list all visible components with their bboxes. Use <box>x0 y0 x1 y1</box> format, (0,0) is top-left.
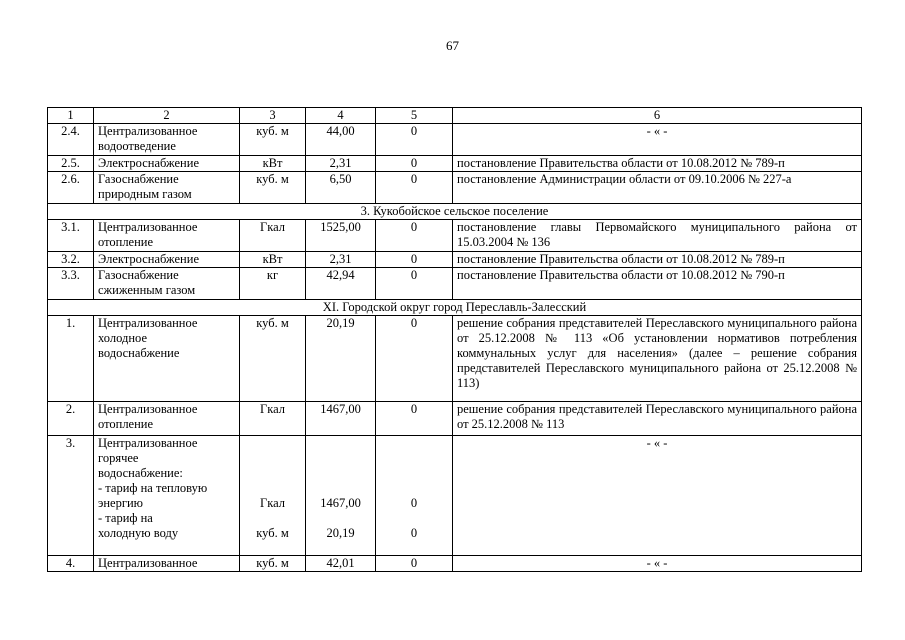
header-cell: 3 <box>240 108 306 124</box>
service-name <box>94 402 240 436</box>
service-name-line: Централизованное <box>98 124 198 138</box>
unit-cell: кг <box>240 268 306 300</box>
service-name <box>94 556 240 572</box>
value-cell: 42,01 <box>306 556 376 572</box>
zero-cell: 0 <box>376 220 453 252</box>
document-cell: - « - <box>453 436 862 556</box>
service-name-line: - тариф на <box>98 511 153 525</box>
value-cell: 44,00 <box>306 124 376 156</box>
service-name-line: сжиженным газом <box>98 283 196 297</box>
zero-cell: 0 <box>376 156 453 172</box>
document-cell: - « - <box>453 124 862 156</box>
section-row <box>48 204 862 220</box>
sub-zero: 0 <box>410 496 418 510</box>
unit-cell: куб. м <box>240 172 306 204</box>
table-row <box>48 402 862 436</box>
table-row <box>48 124 862 156</box>
unit-cell: куб. м <box>240 556 306 572</box>
row-number: 2.4. <box>48 124 94 156</box>
document-cell: постановление главы Первомайского муниципального района от 15.03.2004 № 136 <box>453 220 862 252</box>
unit-cell: куб. м <box>240 316 306 402</box>
unit-cell <box>240 436 306 556</box>
value-cell <box>306 436 376 556</box>
service-name-line: Централизованное <box>98 436 198 450</box>
service-name-line: Централизованное <box>98 316 198 330</box>
unit-cell: куб. м <box>240 124 306 156</box>
service-name-line: Газоснабжение <box>98 172 179 186</box>
zero-cell: 0 <box>376 252 453 268</box>
value-cell: 42,94 <box>306 268 376 300</box>
table-row <box>48 556 862 572</box>
header-cell: 1 <box>48 108 94 124</box>
document-cell: постановление Правительства области от 10.08.2012 № 789-п <box>453 252 862 268</box>
document-cell: постановление Правительства области от 10.08.2012 № 790-п <box>453 268 862 300</box>
table-header-row <box>48 108 862 124</box>
section-title: XI. Городской округ город Переславль-Залесский <box>48 300 862 316</box>
table-row <box>48 156 862 172</box>
sub-unit: Гкал <box>259 496 285 510</box>
row-number: 3. <box>48 436 94 556</box>
section-title: 3. Кукобойское сельское поселение <box>48 204 862 220</box>
row-number: 2.5. <box>48 156 94 172</box>
zero-cell: 0 <box>376 172 453 204</box>
service-name-line: отопление <box>98 235 154 249</box>
service-name-line: Электроснабжение <box>98 156 199 170</box>
value-cell: 1525,00 <box>306 220 376 252</box>
zero-cell: 0 <box>376 316 453 402</box>
service-name-line: Газоснабжение <box>98 268 179 282</box>
service-name-line: Электроснабжение <box>98 252 199 266</box>
unit-cell: кВт <box>240 252 306 268</box>
service-name-line: Централизованное <box>98 402 198 416</box>
zero-cell: 0 <box>376 124 453 156</box>
service-name-line: Централизованное <box>98 556 198 570</box>
service-name <box>94 436 240 556</box>
header-cell: 4 <box>306 108 376 124</box>
document-cell: - « - <box>453 556 862 572</box>
zero-cell: 0 <box>376 268 453 300</box>
table-row <box>48 220 862 252</box>
value-cell: 20,19 <box>306 316 376 402</box>
service-name <box>94 172 240 204</box>
document-cell: решение собрания представителей Переславского муниципального района от 25.12.2008 № 113 <box>453 402 862 436</box>
service-name-line: - тариф на тепловую <box>98 481 208 495</box>
service-name <box>94 252 240 268</box>
service-name <box>94 124 240 156</box>
service-name <box>94 316 240 402</box>
table-row <box>48 172 862 204</box>
sub-value: 1467,00 <box>320 496 361 510</box>
service-name-line: водоснабжение <box>98 346 180 360</box>
service-name-line: горячее <box>98 451 139 465</box>
service-name-line: Централизованное <box>98 220 198 234</box>
value-cell: 6,50 <box>306 172 376 204</box>
unit-cell: Гкал <box>240 402 306 436</box>
row-number: 4. <box>48 556 94 572</box>
value-cell: 2,31 <box>306 252 376 268</box>
value-cell: 1467,00 <box>306 402 376 436</box>
service-name-line: водоотведение <box>98 139 176 153</box>
header-cell: 2 <box>94 108 240 124</box>
row-number: 3.1. <box>48 220 94 252</box>
service-name <box>94 220 240 252</box>
table-row <box>48 436 862 556</box>
row-number: 1. <box>48 316 94 402</box>
sub-value: 20,19 <box>326 526 355 540</box>
service-name-line: отопление <box>98 417 154 431</box>
service-name-line: холодное <box>98 331 147 345</box>
unit-cell: кВт <box>240 156 306 172</box>
service-name-line: энергию <box>98 496 144 510</box>
row-number: 2.6. <box>48 172 94 204</box>
page-number: 67 <box>446 38 459 53</box>
table-row <box>48 316 862 402</box>
zero-cell <box>376 436 453 556</box>
row-number: 2. <box>48 402 94 436</box>
unit-cell: Гкал <box>240 220 306 252</box>
document-cell: постановление Правительства области от 10.08.2012 № 789-п <box>453 156 862 172</box>
zero-cell: 0 <box>376 402 453 436</box>
table-row <box>48 252 862 268</box>
section-row <box>48 300 862 316</box>
sub-zero: 0 <box>410 526 418 540</box>
document-cell: решение собрания представителей Переславского муниципального района от 25.12.2008 № 113 «Об установлении нормативов потребления коммунальных услуг для населения» (далее – решение собрания представителей Переславского муниципального района от 25.12.2008 № 113) <box>453 316 862 402</box>
norms-table <box>47 107 862 572</box>
document-cell: постановление Администрации области от 09.10.2006 № 227-а <box>453 172 862 204</box>
service-name <box>94 268 240 300</box>
header-cell: 6 <box>453 108 862 124</box>
row-number: 3.2. <box>48 252 94 268</box>
header-cell: 5 <box>376 108 453 124</box>
row-number: 3.3. <box>48 268 94 300</box>
service-name-line: природным газом <box>98 187 192 201</box>
sub-unit: куб. м <box>256 526 289 540</box>
table-row <box>48 268 862 300</box>
service-name <box>94 156 240 172</box>
service-name-line: водоснабжение: <box>98 466 183 480</box>
zero-cell: 0 <box>376 556 453 572</box>
service-name-line: холодную воду <box>98 526 179 540</box>
value-cell: 2,31 <box>306 156 376 172</box>
